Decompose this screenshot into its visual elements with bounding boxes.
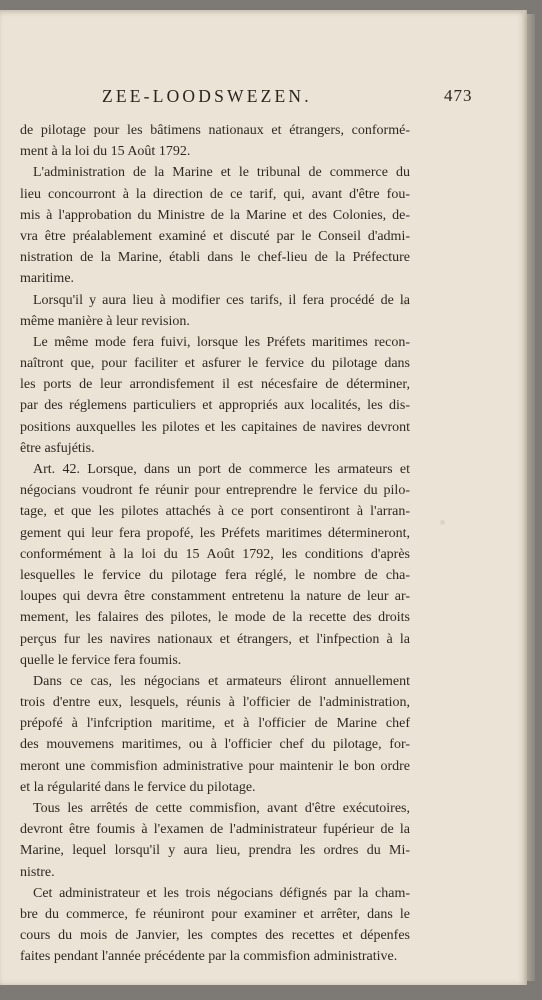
- text-line: Le même mode fera fuivi, lorsque les Préfets maritimes recon-: [33, 334, 410, 350]
- text-line: nistre.: [20, 864, 55, 880]
- text-line: vra être préalablement examiné et discuté par le Conseil d'admi-: [20, 228, 410, 244]
- text-line: Dans ce cas, les négocians et armateurs éliront annuellement: [33, 673, 410, 689]
- text-line: naîtront que, pour faciliter et asfurer le fervice du pilotage dans: [20, 356, 410, 372]
- running-title: ZEE-LOODSWEZEN.: [102, 86, 312, 106]
- text-line: conformément à la loi du 15 Août 1792, les conditions d'après: [20, 546, 410, 562]
- text-line: et la régularité dans le fervice du pilotage.: [20, 779, 256, 795]
- text-line: des mouvemens maritimes, ou à l'officier chef du pilotage, for-: [20, 737, 410, 753]
- text-line: lieu concourront à la direction de ce tarif, qui, avant d'être fou-: [20, 186, 410, 202]
- paragraph: [20, 459, 410, 671]
- text-line: meront une commisfion administrative pour maintenir le bon ordre: [20, 758, 410, 774]
- paragraph: [20, 671, 410, 798]
- text-line: prépofé à l'infcription maritime, et à l'officier de Marine chef: [20, 716, 410, 732]
- text-line: trois d'entre eux, lesquels, réunis à l'officier de l'administration,: [20, 695, 410, 711]
- text-line: mis à l'approbation du Ministre de la Marine et des Colonies, de-: [20, 207, 410, 223]
- text-line: bre du commerce, fe réuniront pour examiner et arrêter, dans le: [20, 906, 410, 922]
- paragraph: [20, 332, 410, 459]
- text-line: faites pendant l'année précédente par la commisfion administrative.: [20, 949, 398, 965]
- text-line: nistration de la Marine, établi dans le chef-lieu de la Préfecture: [20, 250, 410, 266]
- paragraph: [20, 290, 410, 332]
- text-line: tage, et que les pilotes attachés à ce port consentiront à l'arran-: [20, 504, 410, 520]
- text-line: Cet administrateur et les trois négocians défignés par la cham-: [33, 885, 410, 901]
- text-line: négocians voudront fe réunir pour entreprendre le fervice du pilo-: [20, 483, 410, 499]
- paragraph: [20, 798, 410, 883]
- text-line: positions auxquelles les pilotes et les capitaines de navires devront: [20, 419, 410, 435]
- paragraph: [20, 162, 410, 289]
- text-line: perçus fur les navires nationaux et étrangers, et l'infpection à la: [20, 631, 410, 647]
- text-line: ment à la loi du 15 Août 1792.: [20, 144, 191, 160]
- text-line: maritime.: [20, 271, 75, 287]
- text-line: Art. 42. Lorsque, dans un port de commerce les armateurs et: [33, 462, 410, 477]
- text-line: gement qui leur fera propofé, les Préfets maritimes détermineront,: [20, 525, 410, 541]
- text-line: par des réglemens particuliers et appropriés aux localités, les dis-: [20, 398, 410, 414]
- body-text: [20, 120, 410, 968]
- text-line: devront être foumis à l'examen de l'administrateur fupérieur de la: [20, 822, 410, 838]
- text-line: être asfujétis.: [20, 440, 95, 456]
- text-line: de pilotage pour les bâtimens nationaux et étrangers, conformé-: [20, 123, 410, 138]
- text-line: L'administration de la Marine et le tribunal de commerce du: [33, 165, 410, 181]
- text-line: même manière à leur revision.: [20, 313, 190, 329]
- text-line: cours du mois de Janvier, les comptes des recettes et dépenfes: [20, 928, 410, 944]
- page-number: 473: [444, 86, 473, 105]
- page-header: [0, 86, 527, 110]
- text-line: lesquelles le fervice du pilotage fera réglé, le nombre de cha-: [20, 567, 410, 583]
- text-line: loupes qui devra être constamment entretenu la nature de leur ar-: [20, 589, 410, 605]
- text-line: Tous les arrêtés de cette commisfion, avant d'être exécutoires,: [33, 801, 410, 816]
- foxing-spot: [440, 520, 445, 525]
- paragraph: [20, 120, 410, 162]
- text-line: les ports de leur arrondisfement il est nécesfaire de déterminer,: [20, 377, 410, 393]
- text-line: Marine, lequel lorsqu'il y aura lieu, prendra les ordres du Mi-: [20, 843, 410, 859]
- text-line: Lorsqu'il y aura lieu à modifier ces tarifs, il fera procédé de la: [33, 292, 410, 308]
- text-line: mement, les falaires des pilotes, le mode de la recette des droits: [20, 610, 410, 626]
- page-edge-shadow: [527, 14, 535, 981]
- text-line: quelle le fervice fera foumis.: [20, 652, 182, 668]
- paragraph: [20, 883, 410, 968]
